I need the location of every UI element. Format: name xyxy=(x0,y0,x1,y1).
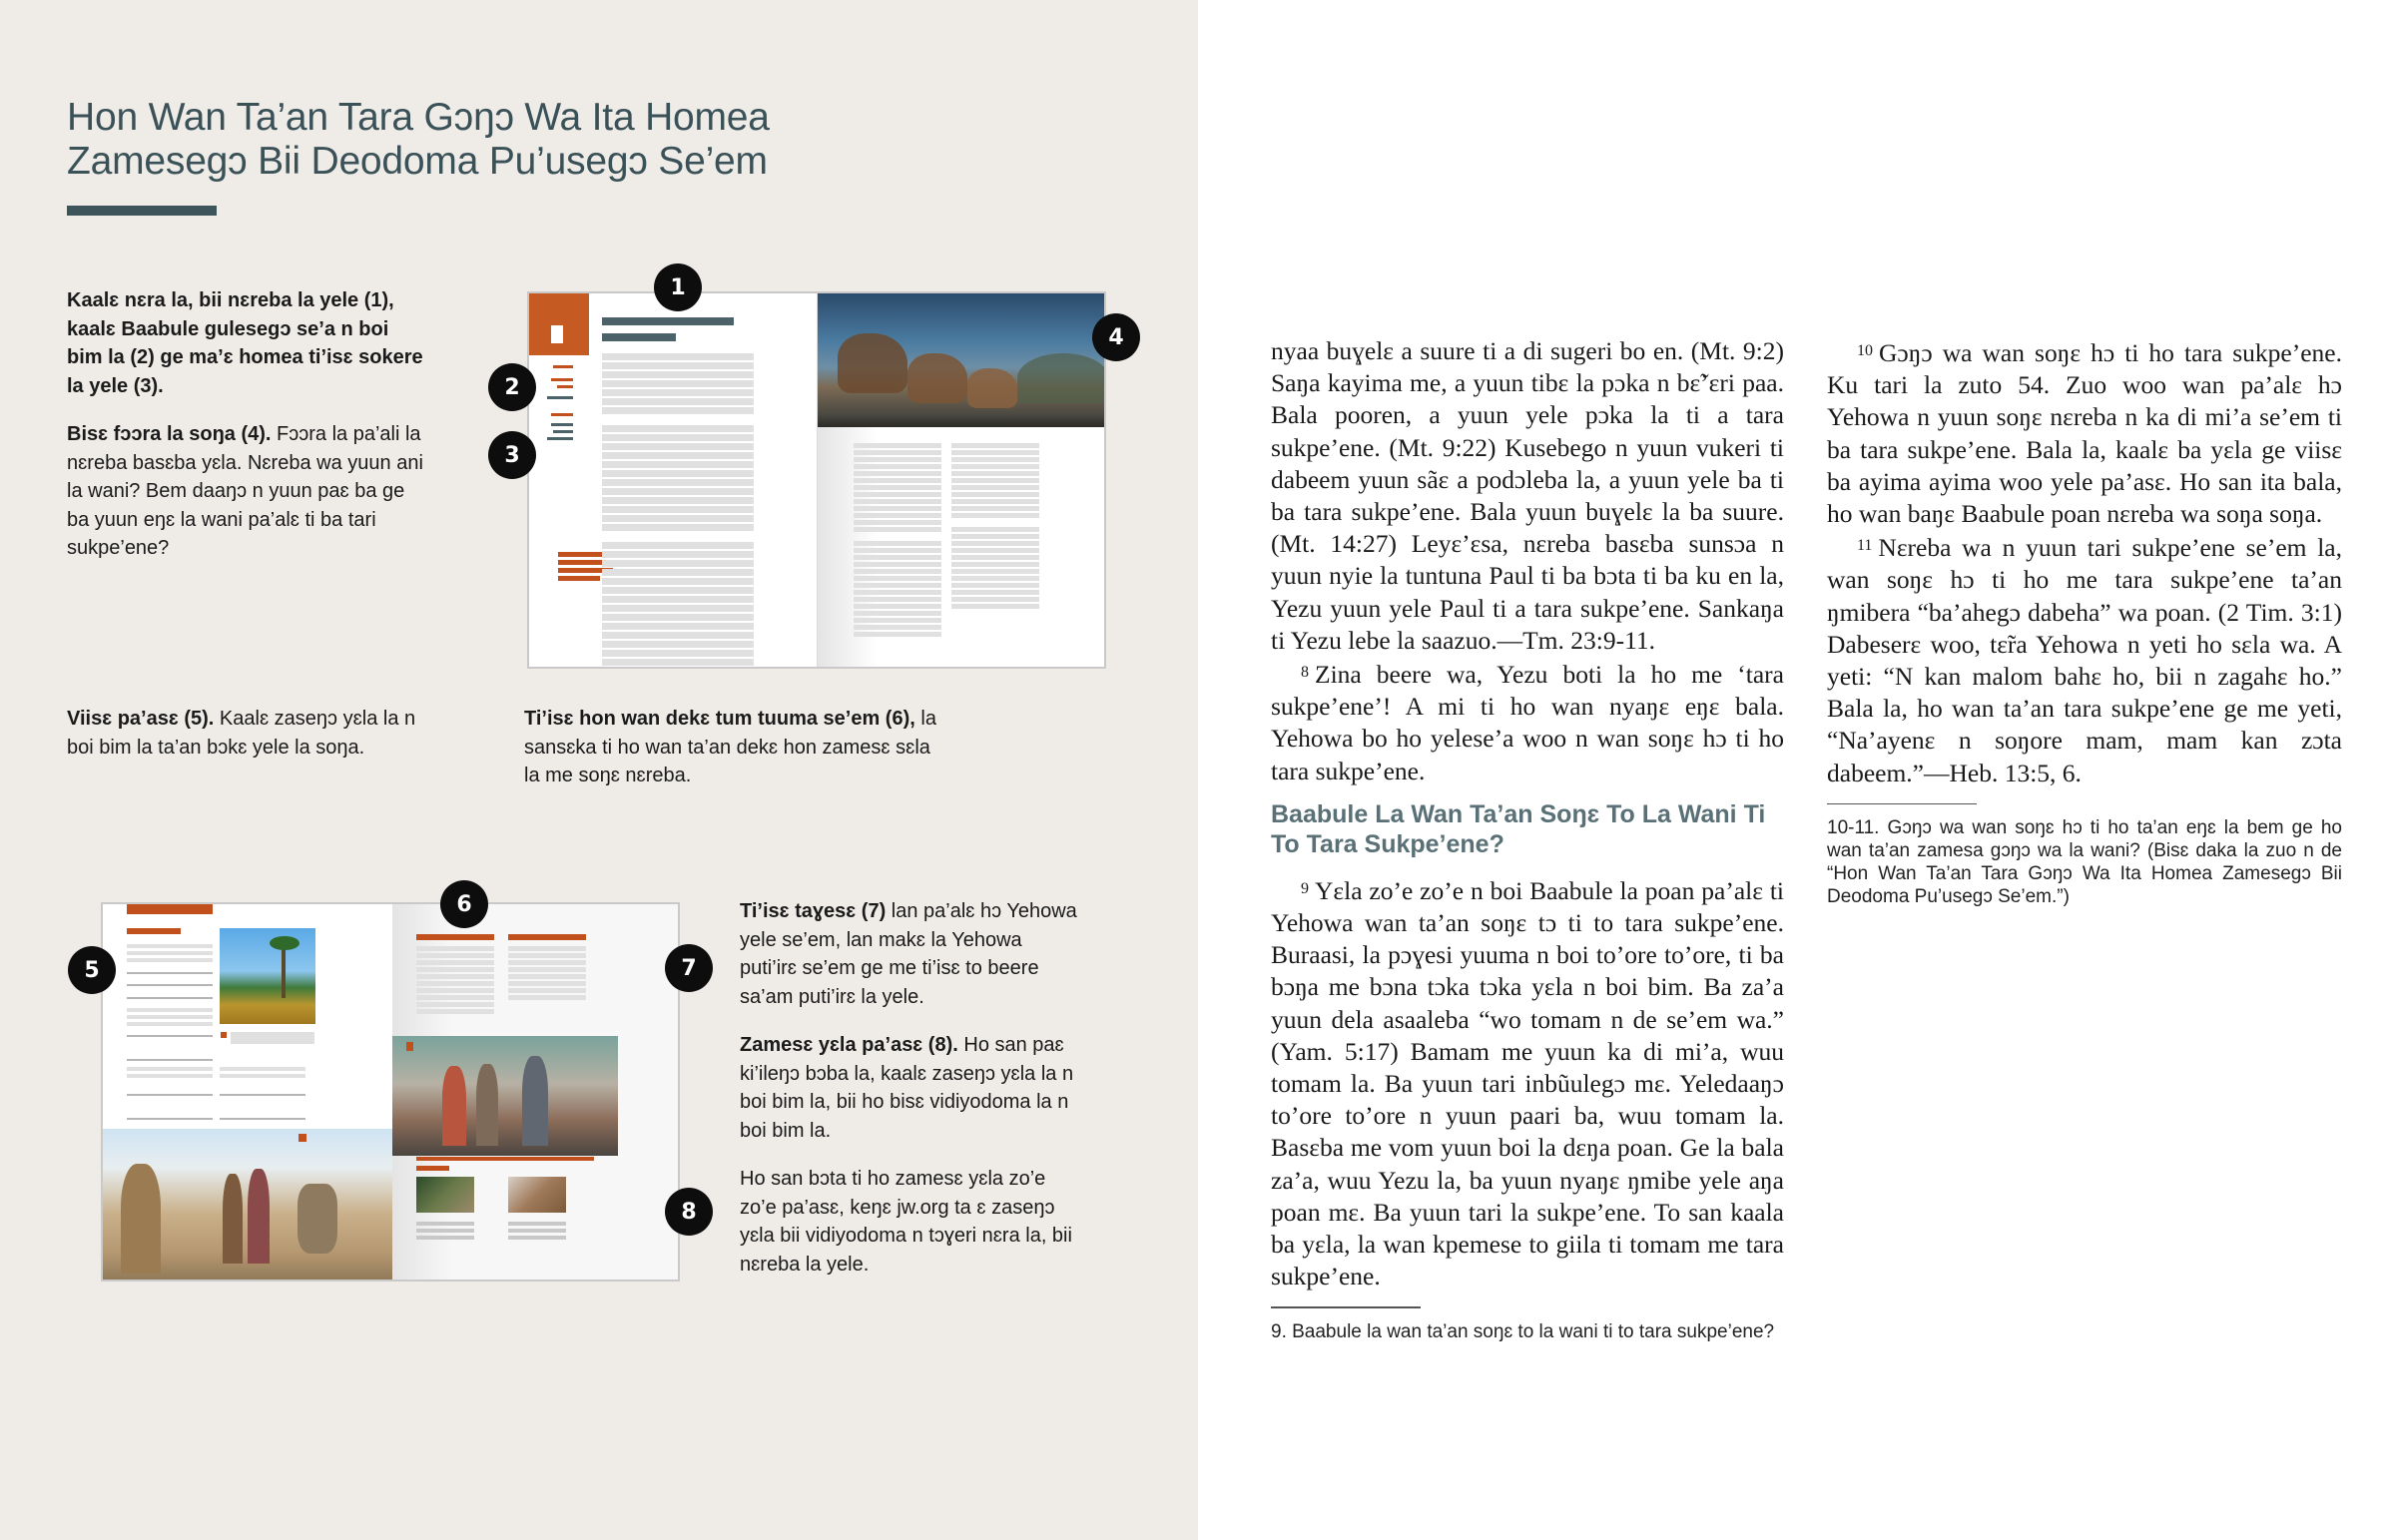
illustration-biblical-travelers xyxy=(103,1129,392,1282)
callout-7: 7 xyxy=(665,944,713,992)
paragraph-8-text: Zina beere wa, Yezu boti la ho me ‘tara sukpe’ene’! A mi ti ho wan nyaŋɛ eŋɛ bala. Yehowa bo ho yelese’a woo n wan soŋɛ hɔ ti ho tara sukpe’ene. xyxy=(1271,660,1784,785)
spread-mockup-1 xyxy=(527,291,1106,669)
spread-2-left-page xyxy=(103,904,392,1280)
placeholder-line xyxy=(416,974,494,979)
placeholder-line xyxy=(854,485,941,490)
placeholder-line xyxy=(951,513,1039,518)
article-column-1 xyxy=(1271,335,1784,1343)
placeholder-line xyxy=(854,492,941,497)
placeholder-line xyxy=(854,478,941,483)
placeholder-line xyxy=(602,560,754,567)
placeholder-line xyxy=(951,548,1039,553)
article-page xyxy=(1198,0,2396,1540)
paragraph-number-9: 9 xyxy=(1301,879,1309,897)
placeholder-line xyxy=(854,583,941,588)
placeholder-line xyxy=(854,506,941,511)
placeholder-line xyxy=(951,492,1039,497)
step-4-heading: Bisɛ fɔɔra la soŋa (4). xyxy=(67,423,272,445)
placeholder-line xyxy=(951,478,1039,483)
placeholder-line xyxy=(508,974,586,979)
placeholder-line xyxy=(854,541,941,546)
placeholder-line xyxy=(854,597,941,602)
placeholder-line xyxy=(508,960,586,965)
step-6-text: la sansɛka ti ho wan ta’an dekɛ hon zamesɛ sɛla la me soŋɛ nɛreba. xyxy=(524,708,936,786)
placeholder-line xyxy=(602,443,754,450)
placeholder-line xyxy=(602,587,754,594)
paragraph-10 xyxy=(1827,335,2342,530)
placeholder-line xyxy=(854,513,941,518)
placeholder-line xyxy=(854,450,941,455)
placeholder-line xyxy=(602,461,754,468)
placeholder-line xyxy=(602,578,754,585)
spread-2-right-page xyxy=(392,904,680,1280)
placeholder-line xyxy=(951,499,1039,504)
placeholder-line xyxy=(416,1009,494,1014)
placeholder-line xyxy=(602,632,754,639)
step-5-text: Kaalɛ zaseŋɔ yɛla la n boi bim la ta’an bɔkɛ yele la soŋa. xyxy=(67,708,416,759)
paragraph-9 xyxy=(1271,873,1784,1293)
placeholder-line xyxy=(602,650,754,657)
placeholder-line xyxy=(951,541,1039,546)
placeholder-line xyxy=(854,632,941,637)
placeholder-line xyxy=(854,604,941,609)
step-8-more-text: Ho san bɔta ti ho zamesɛ yɛla zo’e zo’e pa’asɛ, keŋɛ jw.org ta ɛ zaseŋɔ yɛla bii vidiyodoma n tɔɣeri nɛra la, bii nɛreba la yele. xyxy=(740,1168,1072,1276)
callout-3: 3 xyxy=(488,431,536,479)
placeholder-line xyxy=(602,479,754,486)
title-line-1: Hon Wan Ta’an Tara Gɔŋɔ Wa Ita Homea xyxy=(67,96,770,139)
callout-8: 8 xyxy=(665,1188,713,1236)
step-8-heading: Zamesɛ yɛla pa’asɛ (8). xyxy=(740,1034,958,1056)
placeholder-line xyxy=(602,542,754,549)
placeholder-line xyxy=(951,569,1039,574)
placeholder-line xyxy=(416,946,494,951)
placeholder-line xyxy=(602,470,754,477)
placeholder-line xyxy=(508,988,586,993)
callout-4: 4 xyxy=(1092,313,1140,361)
placeholder-line xyxy=(951,576,1039,581)
placeholder-line xyxy=(416,995,494,1000)
placeholder-line xyxy=(854,464,941,469)
placeholder-line xyxy=(602,515,754,522)
placeholder-line xyxy=(854,520,941,525)
page-title xyxy=(67,96,1065,184)
placeholder-line xyxy=(854,471,941,476)
placeholder-line xyxy=(416,960,494,965)
placeholder-line xyxy=(602,641,754,648)
paragraph-9-text: Yɛla zo’e zo’e n boi Baabule la poan pa’alɛ ti Yehowa wan ta’an soŋɛ tɔ ti to tara sukpe’ene. Buraasi, la pɔɣesi yuuma n boi to’ore to’ore, ti ba bɔŋa me bɔna tɔka tɔka yɛla n boi bim. Ba za’a yuun dela asaaleba “wo tomam n de se’em wa.” (Yam. 5:17) Bamam me yuun ka di mi’a, wuu tomam la. Ba yuun tari inbũulegɔ mɛ. Yeledaaŋɔ to’ore to’ore n yuun paari ba, wuu tomam la. Basɛba me vom yuun boi la dɛŋa poan. Ge la bala za’a, wuu Yezu la, ba yuun nyaŋɛ ŋmibe yele aŋa poan mɛ. Ba yuun tari la sukpe’ene. To san kaala ba yɛla, la wan kpemese to giila ti tomam me tara sukpe’ene. xyxy=(1271,875,1784,1291)
paragraph-11 xyxy=(1827,530,2342,789)
spread-mockup-2 xyxy=(101,902,680,1282)
step-6-heading: Ti’isɛ hon wan dekɛ tum tuuma se’em (6), xyxy=(524,708,915,730)
spread-1-right-page xyxy=(817,293,1106,667)
footnote-divider xyxy=(1827,803,1977,805)
placeholder-line xyxy=(416,1002,494,1007)
placeholder-line xyxy=(602,614,754,621)
placeholder-line xyxy=(602,488,754,495)
section-subheading: Baabule La Wan Ta’an Soŋɛ To La Wani Ti To Tara Sukpe’ene? xyxy=(1271,799,1766,858)
placeholder-line xyxy=(602,659,754,666)
placeholder-line xyxy=(951,506,1039,511)
placeholder-line xyxy=(602,668,754,669)
placeholder-line xyxy=(416,988,494,993)
placeholder-line xyxy=(951,457,1039,462)
study-question-9: 9. Baabule la wan ta’an soŋɛ to la wani ti to tara sukpe’ene? xyxy=(1271,1320,1775,1342)
callout-1: 1 xyxy=(654,263,702,311)
article-column-2 xyxy=(1827,335,2342,908)
placeholder-line xyxy=(854,625,941,630)
paragraph-10-text: Gɔŋɔ wa wan soŋɛ hɔ ti ho tara sukpe’ene. Ku tari la zuto 54. Zuo woo wan pa’alɛ hɔ Yehowa n yuun soŋɛ nɛreba n ka di mi’a se’em ti ba tara sukpe’ene. Bala la, kaalɛ ba yɛla ge viisɛ ba ayima ayima woo yele pa’asɛ. Ho san ita bala, ho wan baŋɛ Baabule poan nɛreba wa soŋa soŋa. xyxy=(1827,338,2342,529)
placeholder-line xyxy=(602,407,754,414)
instruction-6 xyxy=(524,705,943,810)
paragraph-number-10: 10 xyxy=(1857,342,1873,359)
paragraph-11-text: Nɛreba wa n yuun tari sukpe’ene se’em la, wan soŋɛ hɔ ti ho me tara sukpe’ene ta’an ŋmibera “ba’ahegɔ dabeha” wa poan. (2 Tim. 3:1) Dabeserɛ woo, tɛ̃ra Yehowa n yeti ho sɛla wa. A yeti: “N kan malom bahɛ ho, bii n zagahɛ ho.” Bala la, ho wan ta’an tara sukpe’ene ge me yeti, “Na’ayenɛ n soŋore mam, mam kan zɔta dabeem.”—Heb. 13:5, 6. xyxy=(1827,533,2342,787)
placeholder-line xyxy=(854,562,941,567)
instruction-5 xyxy=(67,705,446,781)
step-8-text: Ho san paɛ ki’ileŋɔ bɔba la, kaalɛ zaseŋɔ yɛla la n boi bim la, bii ho bisɛ vidiyodoma la n boi bim la. xyxy=(740,1034,1074,1142)
placeholder-line xyxy=(602,569,754,576)
placeholder-line xyxy=(416,953,494,958)
placeholder-line xyxy=(854,576,941,581)
placeholder-line xyxy=(602,524,754,531)
callout-5: 5 xyxy=(68,946,116,994)
video-thumbnail-1 xyxy=(416,1177,474,1213)
placeholder-line xyxy=(602,362,754,369)
illustration-palm-trees xyxy=(220,928,315,1024)
placeholder-line xyxy=(951,604,1039,609)
spread-1-left-page xyxy=(529,293,817,667)
video-thumbnail-2 xyxy=(508,1177,566,1213)
placeholder-line xyxy=(602,434,754,441)
placeholder-line xyxy=(602,596,754,603)
step-7-text: lan pa’alɛ hɔ Yehowa yele se’em, lan makɛ la Yehowa puti’irɛ se’em ge me ti’isɛ to beere sa’am puti’irɛ la yele. xyxy=(740,900,1077,1008)
placeholder-line xyxy=(951,583,1039,588)
placeholder-line xyxy=(854,555,941,560)
placeholder-line xyxy=(416,981,494,986)
placeholder-line xyxy=(951,527,1039,532)
callout-2: 2 xyxy=(488,363,536,411)
placeholder-line xyxy=(951,562,1039,567)
step-1-3-text: Kaalɛ nɛra la, bii nɛreba la yele (1), kaalɛ Baabule gulesegɔ se’a n boi bim la (2) ge ma’ɛ homea ti’isɛ sokere la yele (3). xyxy=(67,289,423,397)
placeholder-line xyxy=(602,389,754,396)
step-7-heading: Ti’isɛ taɣesɛ (7) xyxy=(740,900,887,922)
instructions-7-8 xyxy=(740,897,1079,1298)
placeholder-line xyxy=(854,590,941,595)
placeholder-line xyxy=(508,967,586,972)
placeholder-line xyxy=(951,450,1039,455)
illustration-magi-camels xyxy=(818,293,1106,427)
placeholder-line xyxy=(854,569,941,574)
step-5-heading: Viisɛ pa’asɛ (5). xyxy=(67,708,215,730)
paragraph-number-11: 11 xyxy=(1857,537,1873,555)
step-4-text: Fɔɔra la pa’ali la nɛreba basɛba yɛla. Nɛreba wa yuun ani la wani? Bem daaŋɔ n yuun paɛ ba ge ba yuun eŋɛ la wani pa’alɛ ti ba tari sukpe’ene? xyxy=(67,423,423,559)
title-underline xyxy=(67,206,217,216)
callout-6: 6 xyxy=(440,880,488,928)
placeholder-line xyxy=(602,353,754,360)
instructions-1-4 xyxy=(67,286,426,583)
placeholder-line xyxy=(951,590,1039,595)
placeholder-line xyxy=(508,981,586,986)
placeholder-line xyxy=(508,953,586,958)
chapter-number-block xyxy=(529,293,589,355)
placeholder-line xyxy=(854,611,941,616)
placeholder-line xyxy=(602,380,754,387)
placeholder-line xyxy=(602,371,754,378)
placeholder-line xyxy=(951,534,1039,539)
footnote-divider xyxy=(1271,1306,1421,1308)
study-question-10-11: 10-11. Gɔŋɔ wa wan soŋɛ hɔ ti ho ta’an eŋɛ la bem ge ho wan ta’an zamesa gɔŋɔ wa la wani? (Bisɛ daka la zuo n de “Hon Wan Ta’an Tara Gɔŋɔ Wa Ita Homea Zamesegɔ Bii Deodoma Pu’usegɔ Se’em.”) xyxy=(1827,817,2342,908)
placeholder-line xyxy=(602,506,754,513)
placeholder-line xyxy=(951,485,1039,490)
placeholder-line xyxy=(416,967,494,972)
placeholder-line xyxy=(854,548,941,553)
photo-congregation-meeting xyxy=(392,1036,618,1156)
placeholder-line xyxy=(508,995,586,1000)
placeholder-line xyxy=(602,551,754,558)
placeholder-line xyxy=(854,443,941,448)
placeholder-line xyxy=(854,618,941,623)
placeholder-line xyxy=(951,464,1039,469)
placeholder-line xyxy=(602,605,754,612)
placeholder-line xyxy=(602,623,754,630)
placeholder-line xyxy=(951,597,1039,602)
placeholder-line xyxy=(602,398,754,405)
paragraph-continued: nyaa buɣelɛ a suure ti a di sugeri bo en. (Mt. 9:2) Saŋa kayima me, a yuun tibɛ la pɔka n bɛ̃’ɛri paa. Bala pooren, a yuun yele pɔka la ti a tara sukpe’ene. (Mt. 9:22) Kusebego n yuun vukeri ti dabeem yuun sãɛ a podɔleba la, a yuun yele ba ti ba tara sukpe’ene. Bala yuun buɣelɛ la ba suure. (Mt. 14:27) Leyɛ’ɛsa, nɛreba basɛba sunsɔa n yuun nyie la tuntuna Paul ti ba bɔta ti ba ku en la, Yezu yuun yele Paul ti a tara sukpe’ene. Sankaŋa ti Yezu lebe la saazuo.—Tm. 23:9-11. xyxy=(1271,336,1784,655)
placeholder-line xyxy=(951,471,1039,476)
placeholder-line xyxy=(602,425,754,432)
placeholder-line xyxy=(951,443,1039,448)
paragraph-8 xyxy=(1271,657,1784,787)
placeholder-line xyxy=(951,555,1039,560)
placeholder-line xyxy=(854,499,941,504)
placeholder-line xyxy=(854,527,941,532)
placeholder-line xyxy=(602,497,754,504)
paragraph-number-8: 8 xyxy=(1301,664,1309,682)
placeholder-line xyxy=(854,457,941,462)
placeholder-line xyxy=(508,946,586,951)
placeholder-line xyxy=(602,452,754,459)
title-line-2: Zamesegɔ Bii Deodoma Pu’usegɔ Se’em xyxy=(67,140,768,183)
